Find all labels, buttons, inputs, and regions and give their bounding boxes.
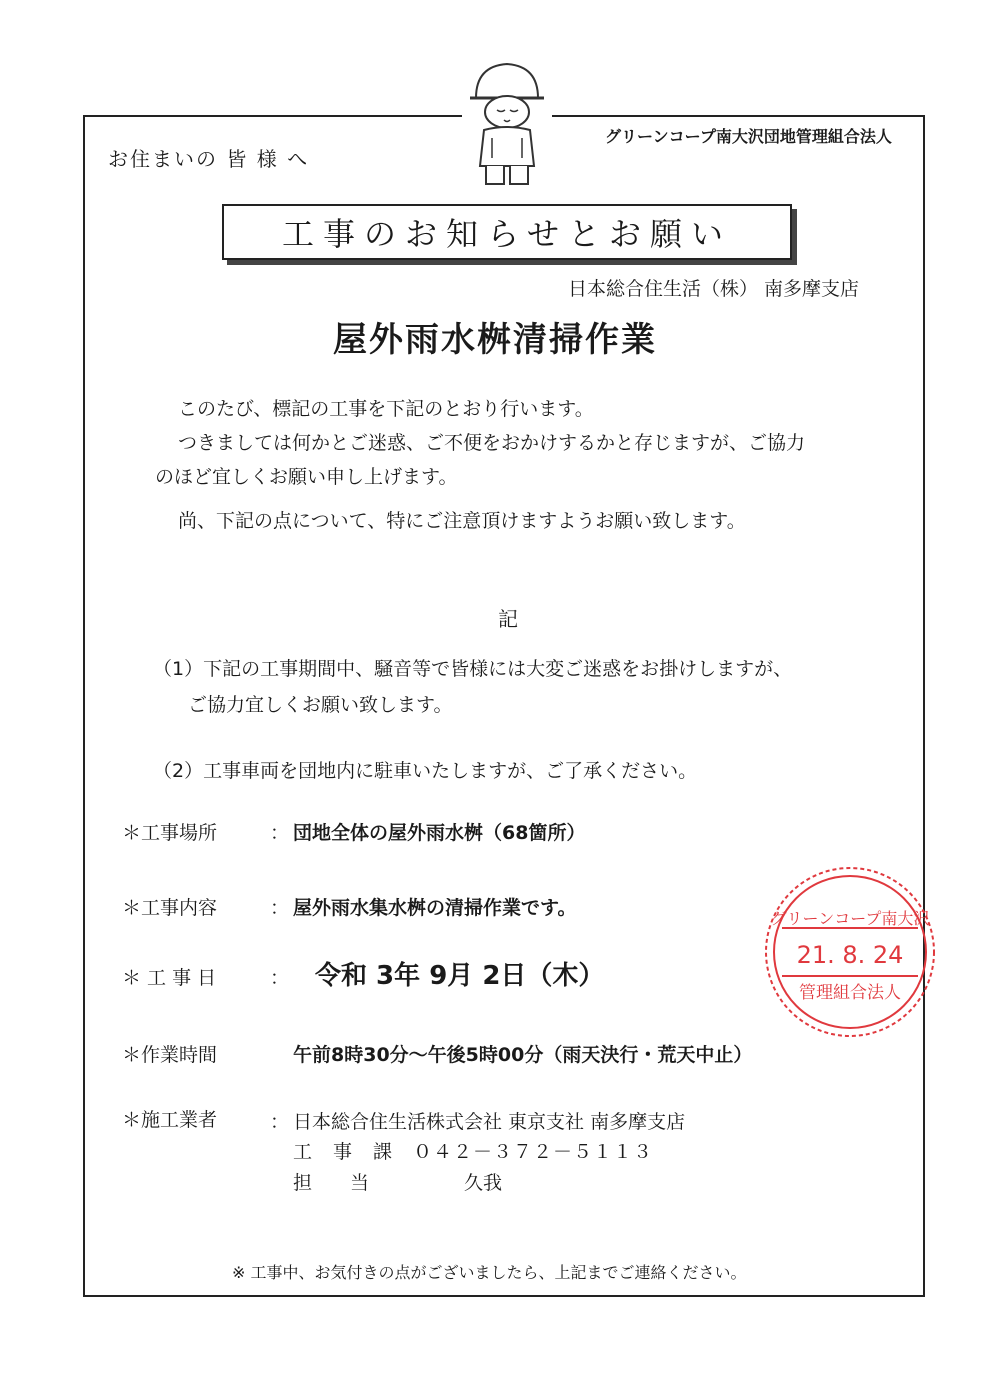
note-1-line-2: ご協力宜しくお願い致します。 — [188, 694, 453, 716]
location-colon: ： — [270, 822, 290, 844]
contractor-person: 担 当 久我 — [293, 1172, 503, 1194]
content-value: 屋外雨水集水桝の清掃作業です。 — [293, 897, 577, 919]
notes-heading: 記 — [498, 607, 518, 631]
location-value: 団地全体の屋外雨水桝（68箇所） — [293, 822, 586, 844]
date-stamp — [760, 862, 940, 1042]
contractor-name: 日本総合住生活株式会社 東京支社 南多摩支店 — [293, 1111, 686, 1133]
date-value: 令和 3年 9月 2日（木） — [315, 961, 605, 991]
note-1-line-1: （1）下記の工事期間中、騒音等で皆様には大変ご迷惑をお掛けしますが、 — [153, 658, 793, 680]
notice-title: 工事のお知らせとお願い — [222, 204, 792, 260]
body-paragraph-3: 尚、下記の点について、特にご注意頂けますようお願い致します。 — [178, 510, 746, 532]
stamp-line-1: グリーンコープ南大沢 — [770, 909, 930, 928]
company-branch: 日本総合住生活（株） 南多摩支店 — [568, 278, 860, 300]
hours-label: ＊作業時間 — [122, 1044, 218, 1066]
hours-value: 午前8時30分～午後5時00分（雨天決行・荒天中止） — [293, 1044, 753, 1066]
date-label: ＊ 工 事 日 — [122, 967, 217, 989]
content-colon: ： — [270, 897, 290, 919]
note-2: （2）工事車両を団地内に駐車いたしますが、ご了承ください。 — [153, 760, 698, 782]
stamp-line-2: 21. 8. 24 — [796, 941, 904, 969]
body-paragraph-1: このたび、標記の工事を下記のとおり行います。 — [178, 398, 594, 420]
date-colon: ： — [270, 967, 290, 989]
contractor-colon: ： — [270, 1111, 290, 1133]
body-paragraph-2-line-1: つきましては何かとご迷惑、ご不便をおかけするかと存じますが、ご協力 — [178, 432, 806, 454]
footer-note: ※ 工事中、お気付きの点がございましたら、上記までご連絡ください。 — [232, 1263, 747, 1282]
location-label: ＊工事場所 — [122, 822, 218, 844]
stamp-line-3: 管理組合法人 — [799, 983, 901, 1003]
addressee: お住まいの 皆 様 へ — [108, 147, 310, 171]
contractor-label: ＊施工業者 — [122, 1109, 218, 1131]
work-title: 屋外雨水桝清掃作業 — [333, 320, 657, 360]
body-paragraph-2-line-2: のほど宜しくお願い申し上げます。 — [155, 466, 458, 488]
bowing-worker-icon — [462, 58, 552, 188]
organization-name: グリーンコープ南大沢団地管理組合法人 — [605, 127, 892, 146]
contractor-department: 工 事 課 ０４２－３７２－５１１３ — [293, 1141, 654, 1163]
content-label: ＊工事内容 — [122, 897, 218, 919]
